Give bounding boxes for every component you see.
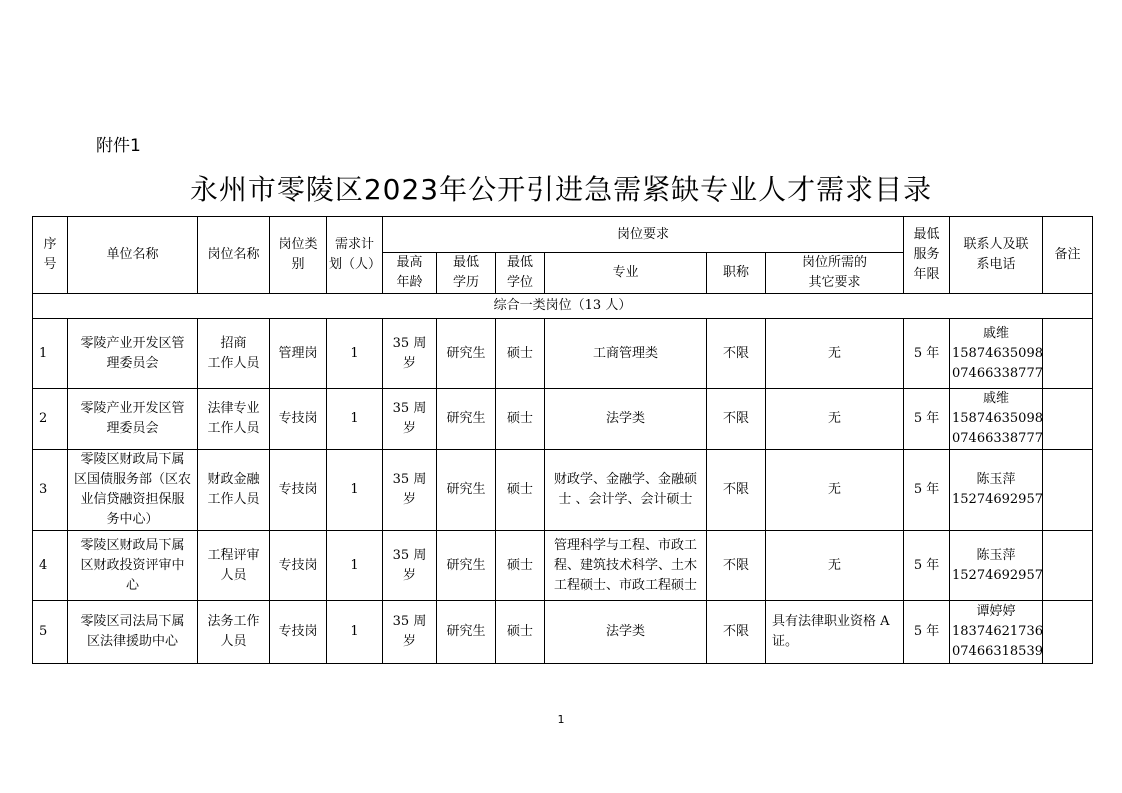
cell-seq: 2 [33,389,68,450]
cell-title-req: 不限 [707,601,766,664]
header-min-degree: 最低 学位 [496,253,545,294]
header-plan: 需求计 划（人） [327,217,383,294]
cell-category: 专技岗 [270,531,327,601]
table-row [33,531,1093,601]
cell-service: 5 年 [904,319,950,389]
cell-plan: 1 [327,389,383,450]
cell-major: 法学类 [545,389,707,450]
cell-category: 专技岗 [270,601,327,664]
cell-seq: 5 [33,601,68,664]
header-other: 岗位所需的 其它要求 [766,253,904,294]
table-row [33,319,1093,389]
header-unit: 单位名称 [68,217,198,294]
cell-min-degree: 硕士 [496,389,545,450]
cell-plan: 1 [327,601,383,664]
cell-position: 法务工作 人员 [198,601,270,664]
cell-unit: 零陵区财政局下属 区财政投资评审中 心 [68,531,198,601]
cell-other: 无 [766,531,904,601]
table-row [33,389,1093,450]
cell-min-degree: 硕士 [496,531,545,601]
header-min-edu: 最低 学历 [437,253,496,294]
cell-min-degree: 硕士 [496,601,545,664]
header-title-req: 职称 [707,253,766,294]
cell-service: 5 年 [904,450,950,531]
cell-remark [1043,389,1093,450]
attachment-label: 附件1 [96,136,141,156]
cell-remark [1043,450,1093,531]
cell-other: 无 [766,450,904,531]
cell-position: 工程评审 人员 [198,531,270,601]
cell-plan: 1 [327,450,383,531]
cell-seq: 3 [33,450,68,531]
cell-min-degree: 硕士 [496,450,545,531]
header-contact: 联系人及联 系电话 [950,217,1043,294]
cell-max-age: 35 周 岁 [383,319,437,389]
cell-major: 管理科学与工程、市政工 程、建筑技术科学、土木 工程硕士、市政工程硕士 [545,531,707,601]
cell-other: 无 [766,389,904,450]
cell-contact: 戚维 15874635098 07466338777 [950,389,1043,450]
cell-unit: 零陵区司法局下属 区法律援助中心 [68,601,198,664]
cell-title-req: 不限 [707,319,766,389]
cell-title-req: 不限 [707,450,766,531]
cell-max-age: 35 周 岁 [383,450,437,531]
cell-min-edu: 研究生 [437,450,496,531]
cell-position: 财政金融 工作人员 [198,450,270,531]
cell-plan: 1 [327,531,383,601]
cell-max-age: 35 周 岁 [383,601,437,664]
cell-remark [1043,601,1093,664]
cell-service: 5 年 [904,531,950,601]
cell-category: 专技岗 [270,450,327,531]
cell-remark [1043,531,1093,601]
page-number: 1 [557,713,565,726]
cell-title-req: 不限 [707,531,766,601]
cell-position: 法律专业 工作人员 [198,389,270,450]
cell-contact: 戚维 15874635098 07466338777 [950,319,1043,389]
header-service: 最低 服务 年限 [904,217,950,294]
cell-min-edu: 研究生 [437,601,496,664]
cell-min-edu: 研究生 [437,319,496,389]
cell-min-edu: 研究生 [437,531,496,601]
cell-min-edu: 研究生 [437,389,496,450]
cell-major: 工商管理类 [545,319,707,389]
cell-unit: 零陵产业开发区管 理委员会 [68,319,198,389]
cell-contact: 谭婷婷 18374621736 07466318539 [950,601,1043,664]
cell-max-age: 35 周 岁 [383,389,437,450]
cell-major: 财政学、金融学、金融硕 士 、会计学、会计硕士 [545,450,707,531]
talent-demand-table [32,216,1093,664]
header-category: 岗位类 别 [270,217,327,294]
cell-max-age: 35 周 岁 [383,531,437,601]
header-remark: 备注 [1043,217,1093,294]
cell-position: 招商 工作人员 [198,319,270,389]
header-seq: 序 号 [33,217,68,294]
cell-unit: 零陵区财政局下属 区国债服务部（区农 业信贷融资担保服 务中心） [68,450,198,531]
cell-plan: 1 [327,319,383,389]
cell-min-degree: 硕士 [496,319,545,389]
cell-seq: 4 [33,531,68,601]
cell-category: 专技岗 [270,389,327,450]
cell-service: 5 年 [904,389,950,450]
cell-other: 具有法律职业资格 A 证。 [766,601,904,664]
cell-contact: 陈玉萍 15274692957 [950,450,1043,531]
cell-major: 法学类 [545,601,707,664]
header-requirements: 岗位要求 [383,217,904,253]
cell-other: 无 [766,319,904,389]
cell-service: 5 年 [904,601,950,664]
page-title: 永州市零陵区2023年公开引进急需紧缺专业人才需求目录 [189,173,933,206]
cell-category: 管理岗 [270,319,327,389]
cell-title-req: 不限 [707,389,766,450]
cell-remark [1043,319,1093,389]
table-row [33,601,1093,664]
cell-seq: 1 [33,319,68,389]
section-label: 综合一类岗位（13 人） [33,294,1093,319]
header-max-age: 最高 年龄 [383,253,437,294]
cell-unit: 零陵产业开发区管 理委员会 [68,389,198,450]
cell-contact: 陈玉萍 15274692957 [950,531,1043,601]
table-row [33,450,1093,531]
header-major: 专业 [545,253,707,294]
header-position: 岗位名称 [198,217,270,294]
